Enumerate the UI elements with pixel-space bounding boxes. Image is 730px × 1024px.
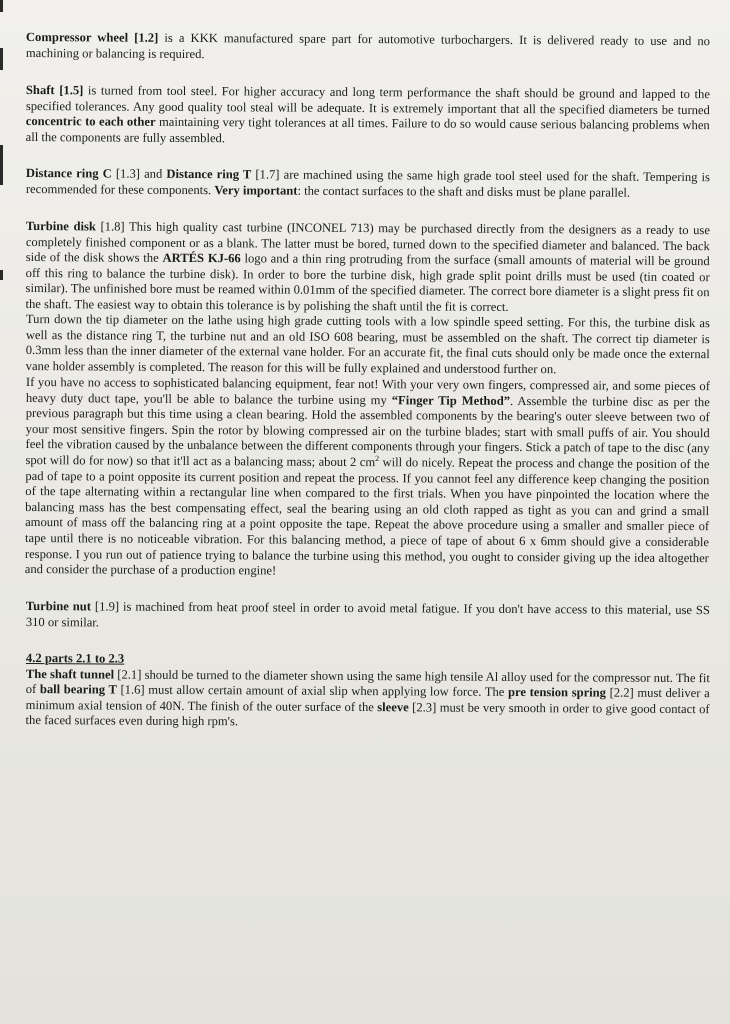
text-and: and: [144, 166, 163, 181]
scan-edge-mark: [0, 48, 3, 70]
emphasis-very-important: Very important: [214, 182, 298, 197]
paragraph-turbine-nut: [26, 599, 710, 634]
section-heading: 4.2 parts 2.1 to 2.3: [25, 650, 125, 666]
text-compressor-wheel: is a KKK manufactured spare part for automotive turbochargers. It is delivered ready to use and no machining or balancing is required.: [25, 30, 710, 61]
ref-turbine-disk: [1.8]: [100, 219, 125, 234]
term-distance-ring-t: Distance ring T: [166, 166, 252, 181]
paragraph-shaft: [26, 83, 710, 150]
scan-edge-mark: [0, 270, 3, 280]
ref-distance-ring-c: [1.3]: [115, 166, 141, 181]
term-turbine-disk: Turbine disk: [25, 218, 96, 234]
finger-tip-method: “Finger Tip Method”: [391, 392, 511, 408]
paragraph-balancing: [25, 375, 710, 582]
ref-distance-ring-t: [1.7]: [255, 166, 280, 182]
text-distance-rings-2: : the contact surfaces to the shaft and disks must be plane parallel.: [297, 182, 631, 199]
logo-name-artes: ARTÉS KJ-66: [162, 250, 241, 266]
text-shaft-2: maintaining very tight tolerances at all times. Failure to do so would cause serious balancing problems when all the components are fully assembled.: [25, 115, 710, 146]
ref-compressor-wheel: [1.2]: [134, 30, 159, 45]
text-balancing-3: will do nicely. Repeat the process and change the position of the pad of tape to a point opposite its current position and repeat the process. If you cannot feel any difference keep changing the position of the tape alternating within a rectangular line when compared to the first trials. When you have pinpointed the location where the balancing mass has the best compensating effect, seal the bearing using an old cloth rapped as tight as you can and grind a small amount of mass off the balancing ring at a point opposite the tape. Repeat the above procedure using a smaller and smaller piece of tape until there is no noticeable vibration. For this balancing method, a piece of tape of about 6 x 6mm should give a considerable response. I you run out of patience trying to balance the turbine using this method, you ought to consider giving up the idea altogether and consider the purchase of a production engine!: [24, 454, 710, 578]
ref-shaft: [1.5]: [59, 83, 84, 98]
paragraph-distance-rings: [26, 166, 710, 201]
term-distance-ring-c: Distance ring C: [25, 165, 112, 181]
text-tip-diameter: Turn down the tip diameter on the lathe using high grade cutting tools with a low spindle speed setting. For this, the turbine disk as well as the distance ring T, the turbine nut and an old ISO 608 bearing, must be assembled on the shaft. The correct tip diameter is 0.3mm less than the inner diameter of the external vane holder. For an accurate fit, the final cuts should only be made once the external vane holder assembly is completed. The reason for this will be fully explained and understood further on.: [25, 312, 710, 377]
text-turbine-nut: is machined from heat proof steel in order to avoid metal fatigue. If you don't have access to this material, use SS 310 or similar.: [25, 599, 710, 630]
text-parts-3: must deliver a minimum axial tension of 40N. The finish of the outer surface of the: [25, 685, 710, 714]
term-turbine-nut: Turbine nut: [25, 599, 92, 614]
text-shaft-1: is turned from tool steel. For higher accuracy and long term performance the shaft should be ground and lapped to the specified tolerances. Any good quality tool steal will be adequate. It is extremely important that all the specified diameters be turned: [25, 83, 710, 117]
text-parts-2: must allow certain amount of axial slip when applying low force. The: [148, 682, 505, 699]
paragraph-turbine-disk: [25, 219, 710, 317]
term-ball-bearing-t: ball bearing T: [39, 681, 117, 697]
text-balancing-2: . Assemble the turbine disc as per the previous paragraph but this time using a clean bearing. Hold the assembled components by the bearing's outer sleeve between two of your most sensitive fingers. Spin the rotor by blowing compressed air on the turbine blades; start with small puffs of air. You should feel the vibration caused by the unbalance between the different components through your fingers. Stick a patch of tape to the disc (any spot will do for now) so that it'll act as a balancing mass; about 2 cm: [25, 393, 710, 469]
ref-sleeve: [2.3]: [412, 699, 437, 714]
text-turbine-disk-1: This high quality cast turbine (INCONEL 713) may be purchased directly from the designers as a ready to use completely finished component or as a blank. The latter must be bored, turned down to the specified diameter and balanced. The back side of the disk shows the: [25, 219, 710, 265]
scan-edge-mark: [0, 0, 3, 12]
paragraph-compressor-wheel: [26, 30, 710, 65]
ref-shaft-tunnel: [2.1]: [117, 666, 142, 681]
text-parts-4: must be very smooth in order to give good contact of the faced surfaces even during high rpm's.: [25, 699, 710, 729]
ref-ball-bearing-t: [1.6]: [120, 682, 145, 697]
term-shaft-tunnel: The shaft tunnel: [25, 666, 115, 681]
paragraph-tip-diameter: [26, 312, 710, 379]
text-distance-rings-1: are machined using the same high grade tool steel used for the shaft. Tempering is recommended for these components.: [25, 167, 711, 197]
section-parts-2-1-to-2-3: [26, 651, 710, 733]
ref-turbine-nut: [1.9]: [94, 599, 120, 614]
term-shaft: Shaft: [25, 83, 55, 98]
superscript-squared: 2: [375, 453, 380, 463]
text-parts-1: should be turned to the diameter shown using the same high tensile Al alloy used for the compressor nut. The fit of: [25, 666, 710, 696]
text-balancing-1: If you have no access to sophisticated balancing equipment, fear not! With your very own fingers, compressed air, and some pieces of heavy duty duct tape, you'll be able to balance the turbine using my: [25, 374, 710, 407]
text-turbine-disk-2: logo and a thin ring protruding from the surface (small amounts of material will be ground off this ring to balance the turbine disk). In order to bore the turbine disk, high grade split point drills must be used (tin coated or similar). The unfinished bore must be reamed within 0.01mm of the specified diameter. The correct bore diameter is a slight press fit on the shaft. The easiest way to obtain this tolerance is by polishing the shaft until the fit is correct.: [25, 251, 710, 314]
scan-edge-mark: [0, 145, 3, 185]
term-sleeve: sleeve: [377, 699, 409, 714]
ref-pre-tension-spring: [2.2]: [609, 685, 634, 700]
emphasis-concentric: concentric to each other: [25, 114, 156, 130]
term-compressor-wheel: Compressor wheel: [25, 30, 129, 45]
term-pre-tension-spring: pre tension spring: [507, 684, 607, 700]
